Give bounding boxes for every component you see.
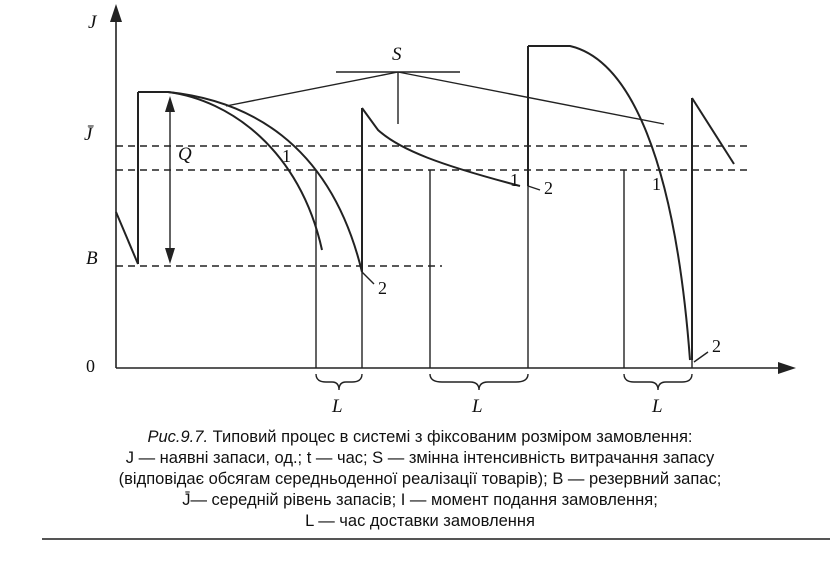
caption-line-2: J — наявні запаси, од.; t — час; S — змінна інтенсивність витрачання запасу — [125, 449, 715, 467]
x-axis-arrow-icon — [778, 362, 796, 374]
curve-label-2c: 2 — [712, 336, 721, 356]
consumption-curve-2 — [362, 108, 520, 186]
caption-line-3: (відповідає обсягам середньоденної реалізації товарів); B — резервний запас; — [118, 470, 722, 488]
consumption-curve-1 — [138, 92, 322, 250]
order-quantity-label: Q — [178, 144, 192, 165]
consumption-rate-label: S — [392, 44, 402, 65]
y-axis-arrow-icon — [110, 4, 122, 22]
curve-label-1b: 1 — [510, 170, 519, 190]
caption-text: Типовий процес в системі з фіксованим розміром замовлення: — [212, 428, 693, 446]
curve-label-2a: 2 — [378, 278, 387, 298]
caption-line-5: L — час доставки замовлення — [305, 512, 535, 530]
leader-2c — [694, 352, 708, 362]
delivery-brace-3 — [624, 374, 692, 390]
delivery-time-label-1: L — [332, 396, 343, 417]
mean-level-label: J̄ — [84, 124, 93, 145]
delivery-time-label-3: L — [652, 396, 663, 417]
consumption-rate-line-b — [398, 72, 664, 124]
origin-label: 0 — [86, 356, 95, 376]
caption-title: Рис.9.7. — [147, 428, 209, 446]
delivery-brace-1 — [316, 374, 362, 390]
page-divider — [42, 538, 830, 540]
curve-label-2b: 2 — [544, 178, 553, 198]
reserve-level-label: B — [86, 248, 98, 269]
consumption-curve-1-steep — [138, 92, 362, 272]
order-quantity-arrow-top-icon — [165, 96, 175, 112]
leader-2b — [528, 186, 540, 190]
curve-label-1a: 1 — [282, 146, 291, 166]
initial-drawdown — [116, 212, 138, 264]
delivery-brace-2 — [430, 374, 528, 390]
figure-caption — [90, 427, 750, 532]
delivery-time-label-2: L — [472, 396, 483, 417]
order-quantity-arrow-bottom-icon — [165, 248, 175, 264]
caption-line-4: J̄— середній рівень запасів; I — момент подання замовлення; — [182, 491, 658, 509]
caption-line-1 — [90, 427, 750, 448]
consumption-rate-line-a — [226, 72, 398, 106]
leader-2a — [362, 272, 374, 284]
curve-label-1c: 1 — [652, 174, 661, 194]
consumption-curve-4 — [692, 98, 734, 164]
consumption-curve-3 — [528, 46, 690, 360]
y-axis-label: J — [88, 12, 97, 33]
